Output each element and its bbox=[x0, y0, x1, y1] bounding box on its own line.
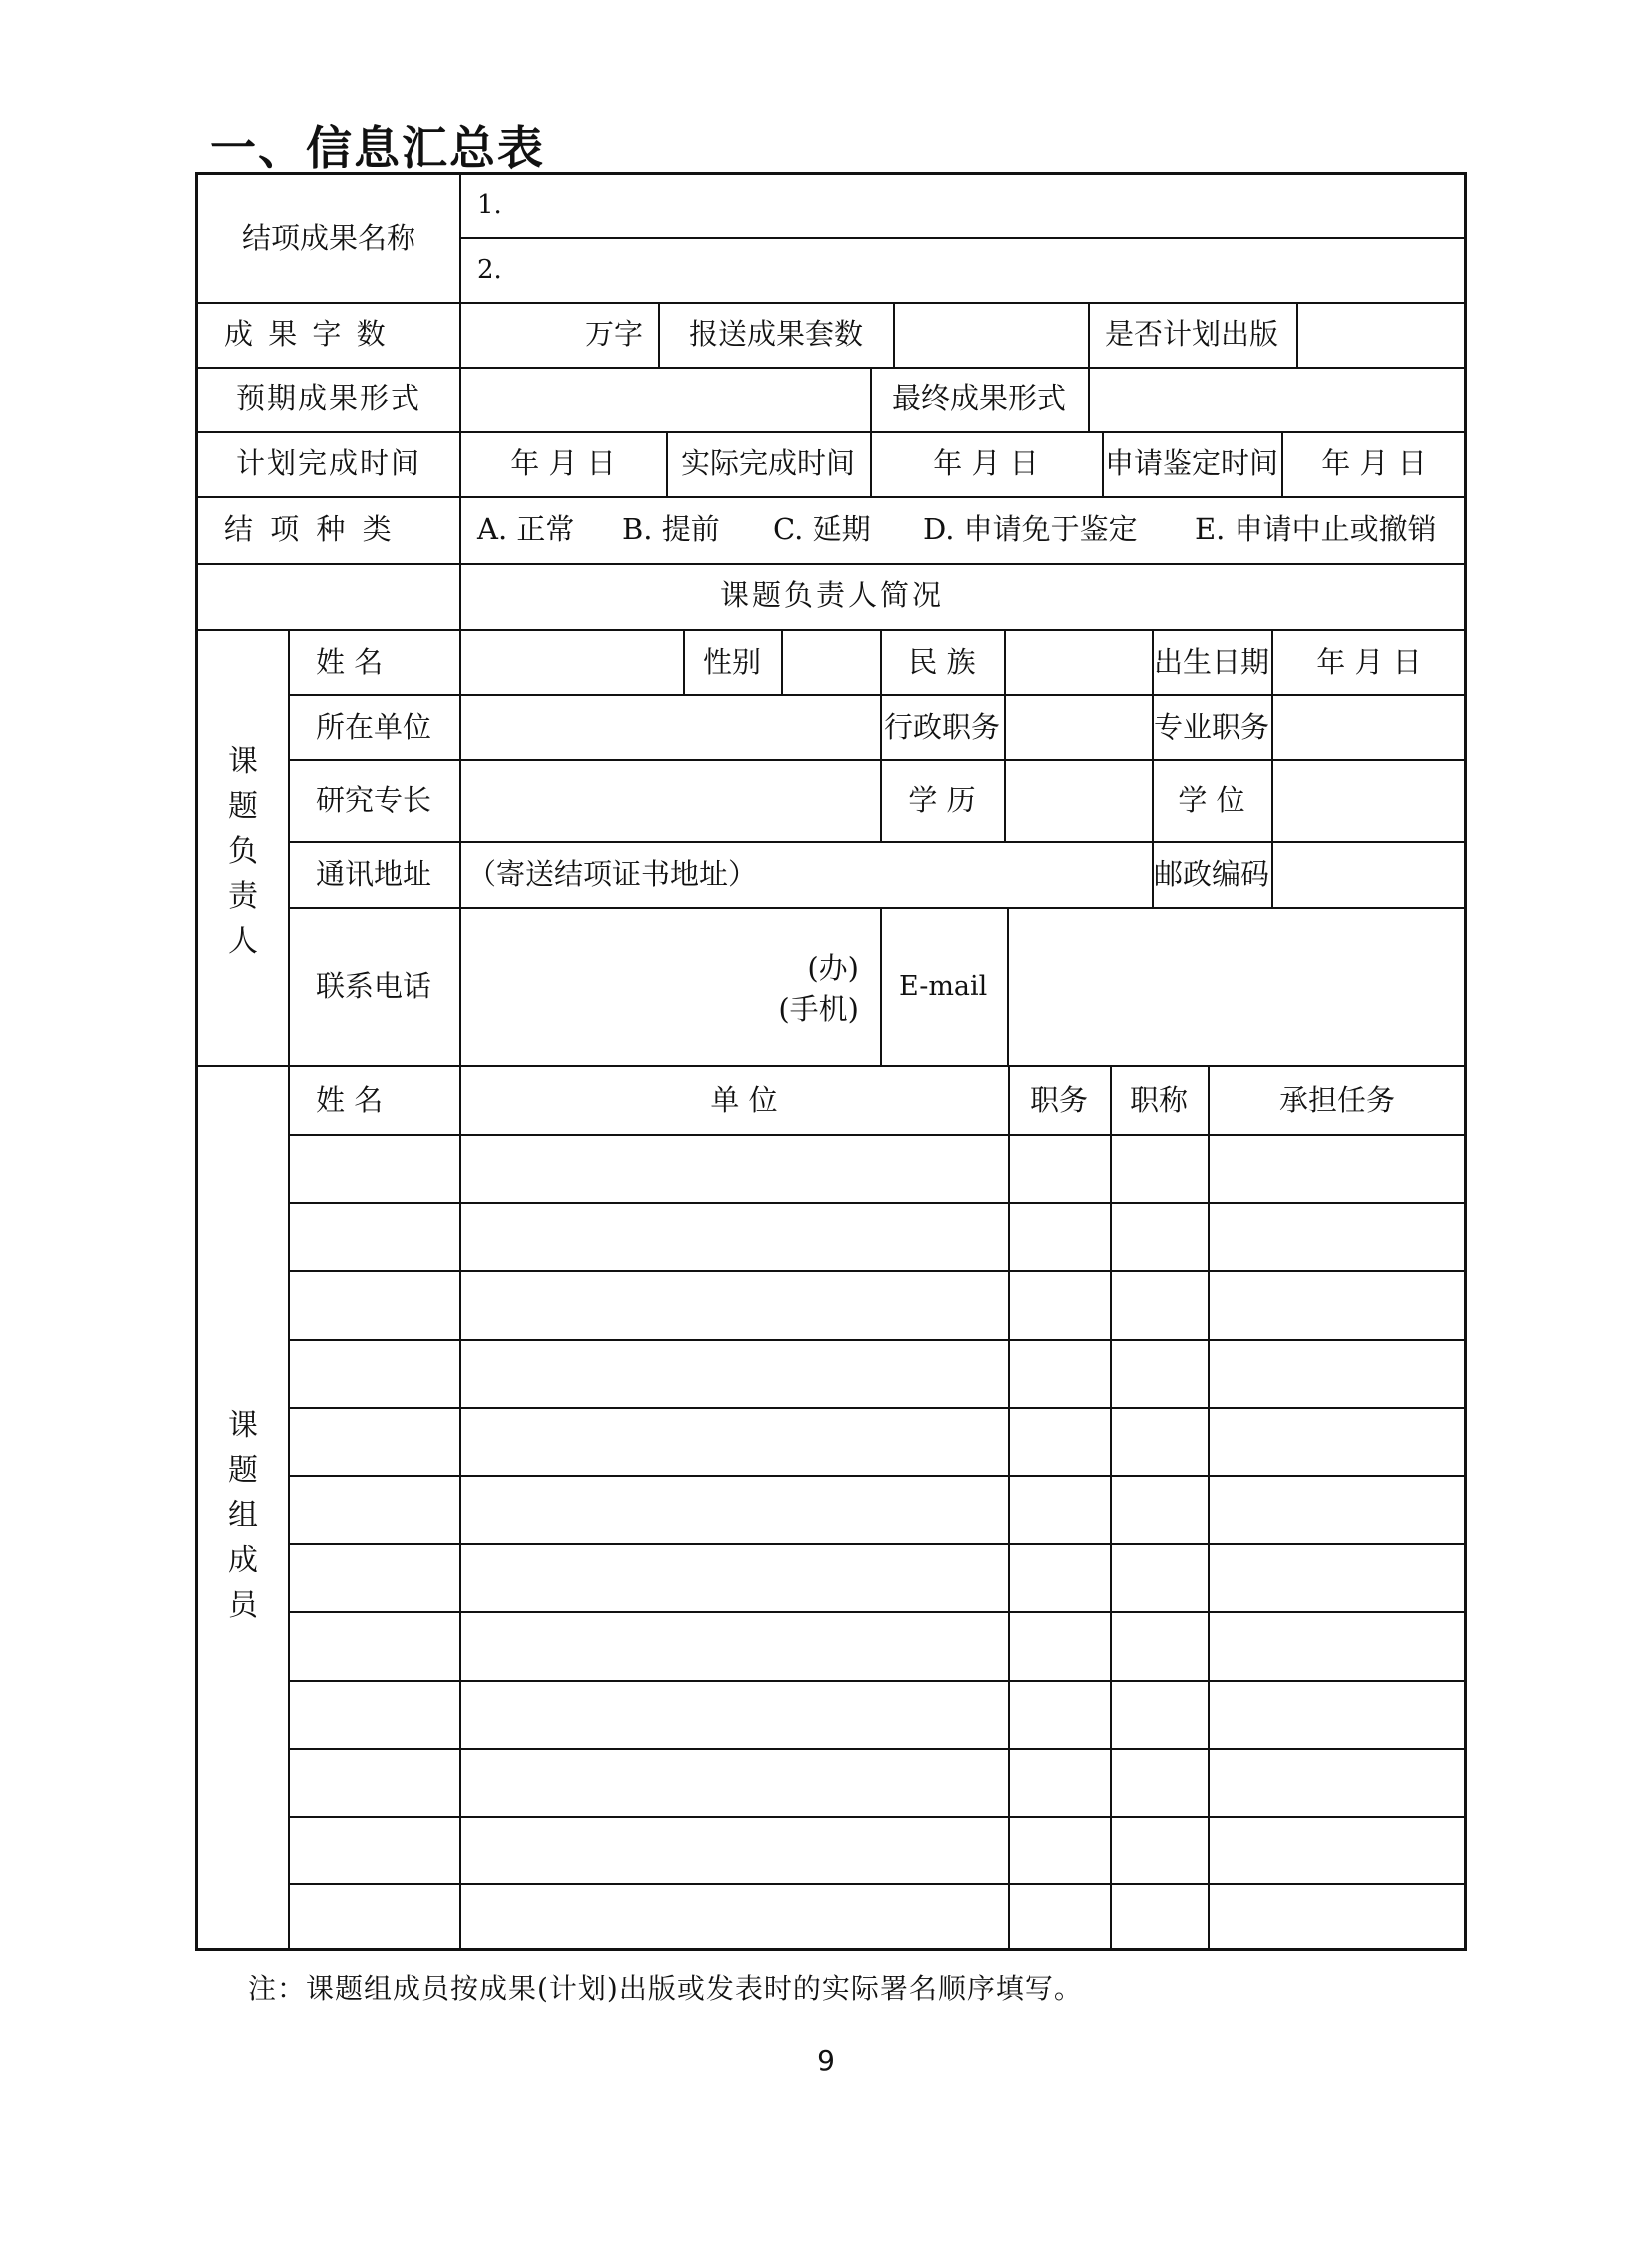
appraisal-time-label: 申请鉴定时间 bbox=[1104, 446, 1279, 480]
page-number: 9 bbox=[817, 2044, 835, 2077]
option-c-delayed: C. 延期 bbox=[773, 512, 871, 546]
leader-side-label bbox=[223, 739, 263, 964]
leader-name-label: 姓 名 bbox=[316, 645, 384, 679]
member-row-line bbox=[288, 1339, 1467, 1341]
birth-date-label: 出生日期 bbox=[1153, 645, 1270, 679]
word-count-label: 成 果 字 数 bbox=[224, 317, 389, 351]
appraisal-date: 年 月 日 bbox=[1321, 446, 1427, 480]
final-form-label: 最终成果形式 bbox=[891, 381, 1067, 415]
mailing-address-hint: （寄送结项证书地址） bbox=[467, 857, 758, 891]
work-unit-label: 所在单位 bbox=[316, 710, 432, 744]
publish-plan-label: 是否计划出版 bbox=[1104, 317, 1279, 351]
birth-date-value: 年 月 日 bbox=[1316, 645, 1422, 679]
expected-form-label: 预期成果形式 bbox=[235, 381, 422, 415]
member-row-line bbox=[288, 1748, 1467, 1750]
member-task-header: 承担任务 bbox=[1278, 1083, 1396, 1117]
contact-phone-label: 联系电话 bbox=[316, 969, 432, 1003]
member-unit-header: 单 位 bbox=[710, 1083, 778, 1117]
member-row-line bbox=[288, 1680, 1467, 1682]
members-side-char: 题 bbox=[228, 1453, 258, 1488]
actual-finish-label: 实际完成时间 bbox=[680, 446, 856, 480]
phone-office-label: (办) bbox=[807, 951, 859, 985]
plan-finish-label: 计划完成时间 bbox=[235, 446, 422, 480]
member-row-line bbox=[288, 1475, 1467, 1477]
member-row-line bbox=[288, 1883, 1467, 1885]
completion-type-label: 结 项 种 类 bbox=[224, 512, 396, 546]
professional-post-label: 专业职务 bbox=[1153, 710, 1270, 744]
plan-finish-date: 年 月 日 bbox=[510, 446, 616, 480]
member-post-header: 职务 bbox=[1029, 1083, 1089, 1117]
member-row-line bbox=[288, 1270, 1467, 1272]
members-side-char: 员 bbox=[228, 1588, 258, 1623]
education-label: 学 历 bbox=[908, 783, 976, 817]
leader-section-header: 课题负责人简况 bbox=[719, 578, 945, 612]
page-title: 一、信息汇总表 bbox=[210, 121, 545, 175]
option-b-early: B. 提前 bbox=[622, 512, 720, 546]
member-row-line bbox=[288, 1611, 1467, 1613]
option-a-normal: A. 正常 bbox=[477, 512, 575, 546]
leader-side-char: 课 bbox=[228, 744, 258, 779]
member-row-line bbox=[288, 1816, 1467, 1818]
phone-mobile-label: (手机) bbox=[778, 992, 859, 1026]
gender-label: 性别 bbox=[702, 645, 762, 679]
submitted-sets-label: 报送成果套数 bbox=[688, 317, 864, 351]
result-name-item-1: 1. bbox=[477, 190, 502, 220]
member-row-line bbox=[288, 1543, 1467, 1545]
members-side-char: 课 bbox=[228, 1408, 258, 1443]
members-side-char: 组 bbox=[228, 1498, 258, 1533]
email-label: E-mail bbox=[899, 971, 988, 1002]
leader-side-char: 题 bbox=[228, 789, 258, 824]
member-row-line bbox=[288, 1202, 1467, 1204]
degree-label: 学 位 bbox=[1178, 783, 1245, 817]
member-name-header: 姓 名 bbox=[316, 1083, 384, 1117]
actual-finish-date: 年 月 日 bbox=[933, 446, 1039, 480]
info-summary-form bbox=[195, 172, 1467, 1951]
member-title-header: 职称 bbox=[1129, 1083, 1189, 1117]
option-e-terminate: E. 申请中止或撤销 bbox=[1195, 512, 1437, 546]
mailing-address-label: 通讯地址 bbox=[316, 857, 432, 891]
members-side-label bbox=[223, 1403, 263, 1628]
members-side-char: 成 bbox=[228, 1543, 258, 1578]
result-name-label: 结项成果名称 bbox=[241, 221, 416, 255]
leader-side-char: 人 bbox=[228, 924, 258, 959]
admin-post-label: 行政职务 bbox=[883, 710, 1001, 744]
ethnicity-label: 民 族 bbox=[908, 645, 976, 679]
result-name-item-2: 2. bbox=[477, 255, 502, 285]
member-row-line bbox=[288, 1407, 1467, 1409]
leader-side-char: 责 bbox=[228, 879, 258, 914]
footnote: 注：课题组成员按成果(计划)出版或发表时的实际署名顺序填写。 bbox=[248, 1972, 1083, 2005]
research-specialty-label: 研究专长 bbox=[316, 783, 432, 817]
postcode-label: 邮政编码 bbox=[1153, 857, 1270, 891]
leader-side-char: 负 bbox=[228, 834, 258, 869]
word-count-unit: 万字 bbox=[584, 317, 643, 351]
option-d-exempt: D. 申请免于鉴定 bbox=[923, 512, 1138, 546]
